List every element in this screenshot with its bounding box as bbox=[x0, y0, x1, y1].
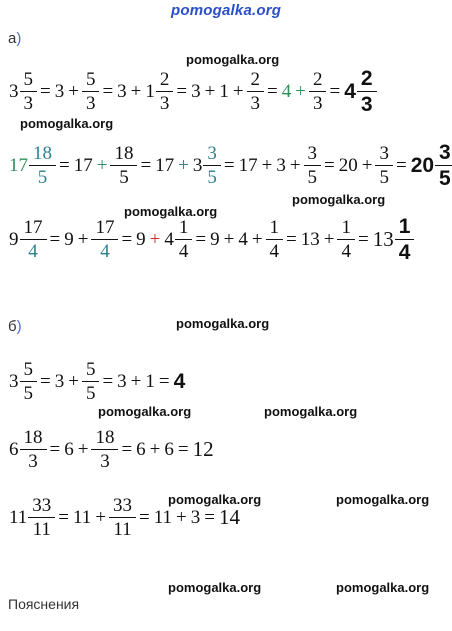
whole-number: 9 bbox=[9, 229, 19, 250]
whole-number: 4 bbox=[238, 229, 248, 250]
result-whole: 4 bbox=[173, 370, 186, 393]
fraction: $\frac{33}{11}$ bbox=[110, 496, 135, 539]
watermark: pomogalka.org bbox=[336, 492, 430, 507]
whole-number: 17 bbox=[73, 155, 93, 176]
fraction: $\frac{5}{5}$ bbox=[83, 360, 99, 403]
whole-number: 3 bbox=[54, 81, 65, 102]
fraction: $\frac{18}{3}$ bbox=[92, 428, 117, 471]
plus-sign: + bbox=[323, 229, 335, 250]
plus-sign: + bbox=[77, 229, 89, 250]
plus-sign: + bbox=[77, 439, 89, 460]
watermark: pomogalka.org bbox=[168, 492, 262, 507]
fraction: $\frac{5}{3}$ bbox=[83, 70, 99, 113]
watermark: pomogalka.org bbox=[264, 404, 358, 419]
whole-number: 1 bbox=[145, 81, 155, 102]
equals-sign: = bbox=[286, 229, 297, 250]
whole-number: 11 bbox=[9, 507, 28, 528]
plus-sign: + bbox=[178, 155, 189, 176]
equals-sign: = bbox=[49, 229, 61, 250]
explanations-heading[interactable]: Пояснения bbox=[8, 596, 80, 612]
fraction: $\frac{33}{11}$ bbox=[29, 496, 54, 539]
fraction: $\frac{2}{3}$ bbox=[157, 70, 173, 113]
result-fraction: $\frac{2}{3}$ bbox=[358, 68, 376, 115]
plus-sign: + bbox=[289, 155, 301, 176]
equals-sign: = bbox=[58, 507, 70, 528]
whole-number: 6 bbox=[164, 439, 174, 460]
equals-sign: = bbox=[395, 155, 407, 176]
fraction: $\frac{3}{5}$ bbox=[376, 144, 392, 187]
plus-sign: + bbox=[176, 507, 187, 528]
equals-sign: = bbox=[329, 81, 341, 102]
part-a-label bbox=[8, 30, 21, 47]
equals-sign: = bbox=[102, 371, 114, 392]
equation-a3 bbox=[8, 216, 414, 263]
result-fraction: $\frac{1}{4}$ bbox=[396, 216, 414, 263]
plus-sign: + bbox=[130, 81, 142, 102]
plus-sign: + bbox=[204, 81, 216, 102]
whole-number: 6 bbox=[64, 439, 74, 460]
plus-sign: + bbox=[149, 439, 161, 460]
plus-sign: + bbox=[68, 81, 79, 102]
fraction: $\frac{3}{5}$ bbox=[204, 144, 220, 187]
whole-number: 3 bbox=[54, 371, 65, 392]
plus-sign: + bbox=[68, 371, 79, 392]
whole-number: 3 bbox=[192, 155, 203, 176]
equals-sign: = bbox=[121, 439, 133, 460]
equation-b3 bbox=[8, 496, 241, 539]
whole-number: 3 bbox=[276, 155, 286, 176]
plus-sign: + bbox=[261, 155, 273, 176]
equals-sign: = bbox=[40, 81, 51, 102]
fraction: $\frac{2}{3}$ bbox=[248, 70, 264, 113]
whole-number: 3 bbox=[9, 81, 19, 102]
whole-number: 1 bbox=[145, 371, 155, 392]
whole-number: 17 bbox=[155, 155, 175, 176]
whole-number: 11 bbox=[153, 507, 173, 528]
equals-sign: = bbox=[121, 229, 133, 250]
watermark: pomogalka.org bbox=[336, 580, 430, 595]
whole-number: 13 bbox=[300, 229, 320, 250]
watermark: pomogalka.org bbox=[168, 580, 262, 595]
plus-sign: + bbox=[295, 81, 306, 102]
equals-sign: = bbox=[59, 155, 70, 176]
whole-number: 9 bbox=[136, 229, 146, 250]
equals-sign: = bbox=[267, 81, 278, 102]
fraction: $\frac{17}{4}$ bbox=[21, 218, 46, 261]
whole-number: 3 bbox=[191, 81, 201, 102]
plus-sign: + bbox=[223, 229, 235, 250]
equals-sign: = bbox=[223, 155, 235, 176]
equals-sign: = bbox=[324, 155, 335, 176]
fraction: $\frac{17}{4}$ bbox=[92, 218, 117, 261]
equation-a2 bbox=[8, 142, 452, 189]
part-b-paren: ) bbox=[16, 318, 22, 335]
plus-sign: + bbox=[130, 371, 142, 392]
whole-number: 17 bbox=[9, 155, 28, 176]
watermark: pomogalka.org bbox=[124, 204, 218, 219]
result-whole: 4 bbox=[344, 80, 356, 103]
watermark-top[interactable]: pomogalka.org bbox=[171, 2, 282, 19]
whole-number: 17 bbox=[238, 155, 258, 176]
whole-number: 20 bbox=[338, 155, 358, 176]
fraction: $\frac{18}{5}$ bbox=[111, 144, 136, 187]
whole-number: 6 bbox=[9, 439, 19, 460]
result-whole: 12 bbox=[192, 437, 214, 461]
part-a-paren: ) bbox=[16, 30, 22, 47]
equation-b1 bbox=[8, 360, 186, 403]
whole-number: 11 bbox=[73, 507, 92, 528]
plus-sign: + bbox=[251, 229, 263, 250]
plus-sign: + bbox=[96, 155, 108, 176]
equals-sign: = bbox=[102, 81, 114, 102]
whole-number: 4 bbox=[164, 229, 174, 250]
equation-b2 bbox=[8, 428, 215, 471]
equals-sign: = bbox=[176, 81, 188, 102]
equals-sign: = bbox=[204, 507, 215, 528]
plus-sign: + bbox=[95, 507, 107, 528]
equals-sign: = bbox=[139, 507, 150, 528]
equals-sign: = bbox=[49, 439, 61, 460]
result-whole: 13 bbox=[372, 227, 394, 251]
part-b-label bbox=[8, 318, 22, 335]
fraction: $\frac{3}{5}$ bbox=[305, 144, 321, 187]
watermark: pomogalka.org bbox=[98, 404, 192, 419]
whole-number: 3 bbox=[9, 371, 19, 392]
whole-number: 4 bbox=[281, 81, 292, 102]
whole-number: 3 bbox=[117, 371, 127, 392]
part-b-letter: б bbox=[8, 318, 17, 335]
plus-sign: + bbox=[361, 155, 373, 176]
result-whole: 14 bbox=[218, 505, 240, 529]
fraction: $\frac{18}{5}$ bbox=[30, 144, 55, 187]
equals-sign: = bbox=[195, 229, 207, 250]
equals-sign: = bbox=[158, 371, 170, 392]
whole-number: 9 bbox=[64, 229, 74, 250]
equals-sign: = bbox=[40, 371, 51, 392]
fraction: $\frac{1}{4}$ bbox=[338, 218, 354, 261]
equals-sign: = bbox=[357, 229, 369, 250]
whole-number: 1 bbox=[219, 81, 229, 102]
equals-sign: = bbox=[177, 439, 189, 460]
watermark: pomogalka.org bbox=[186, 52, 280, 67]
fraction: $\frac{2}{3}$ bbox=[310, 70, 326, 113]
watermark: pomogalka.org bbox=[176, 316, 270, 331]
fraction: $\frac{5}{5}$ bbox=[21, 360, 37, 403]
whole-number: 3 bbox=[190, 507, 201, 528]
whole-number: 9 bbox=[210, 229, 220, 250]
equation-a1 bbox=[8, 68, 377, 115]
watermark: pomogalka.org bbox=[292, 192, 386, 207]
plus-sign: + bbox=[149, 229, 161, 250]
equals-sign: = bbox=[140, 155, 152, 176]
watermark: pomogalka.org bbox=[20, 116, 114, 131]
part-a-letter: а bbox=[8, 30, 17, 47]
whole-number: 3 bbox=[117, 81, 127, 102]
fraction: $\frac{1}{4}$ bbox=[267, 218, 283, 261]
result-fraction: $\frac{3}{5}$ bbox=[436, 142, 452, 189]
plus-sign: + bbox=[232, 81, 244, 102]
fraction: $\frac{18}{3}$ bbox=[21, 428, 46, 471]
whole-number: 6 bbox=[136, 439, 146, 460]
fraction: $\frac{1}{4}$ bbox=[176, 218, 192, 261]
result-whole: 20 bbox=[410, 154, 435, 177]
fraction: $\frac{5}{3}$ bbox=[21, 70, 37, 113]
